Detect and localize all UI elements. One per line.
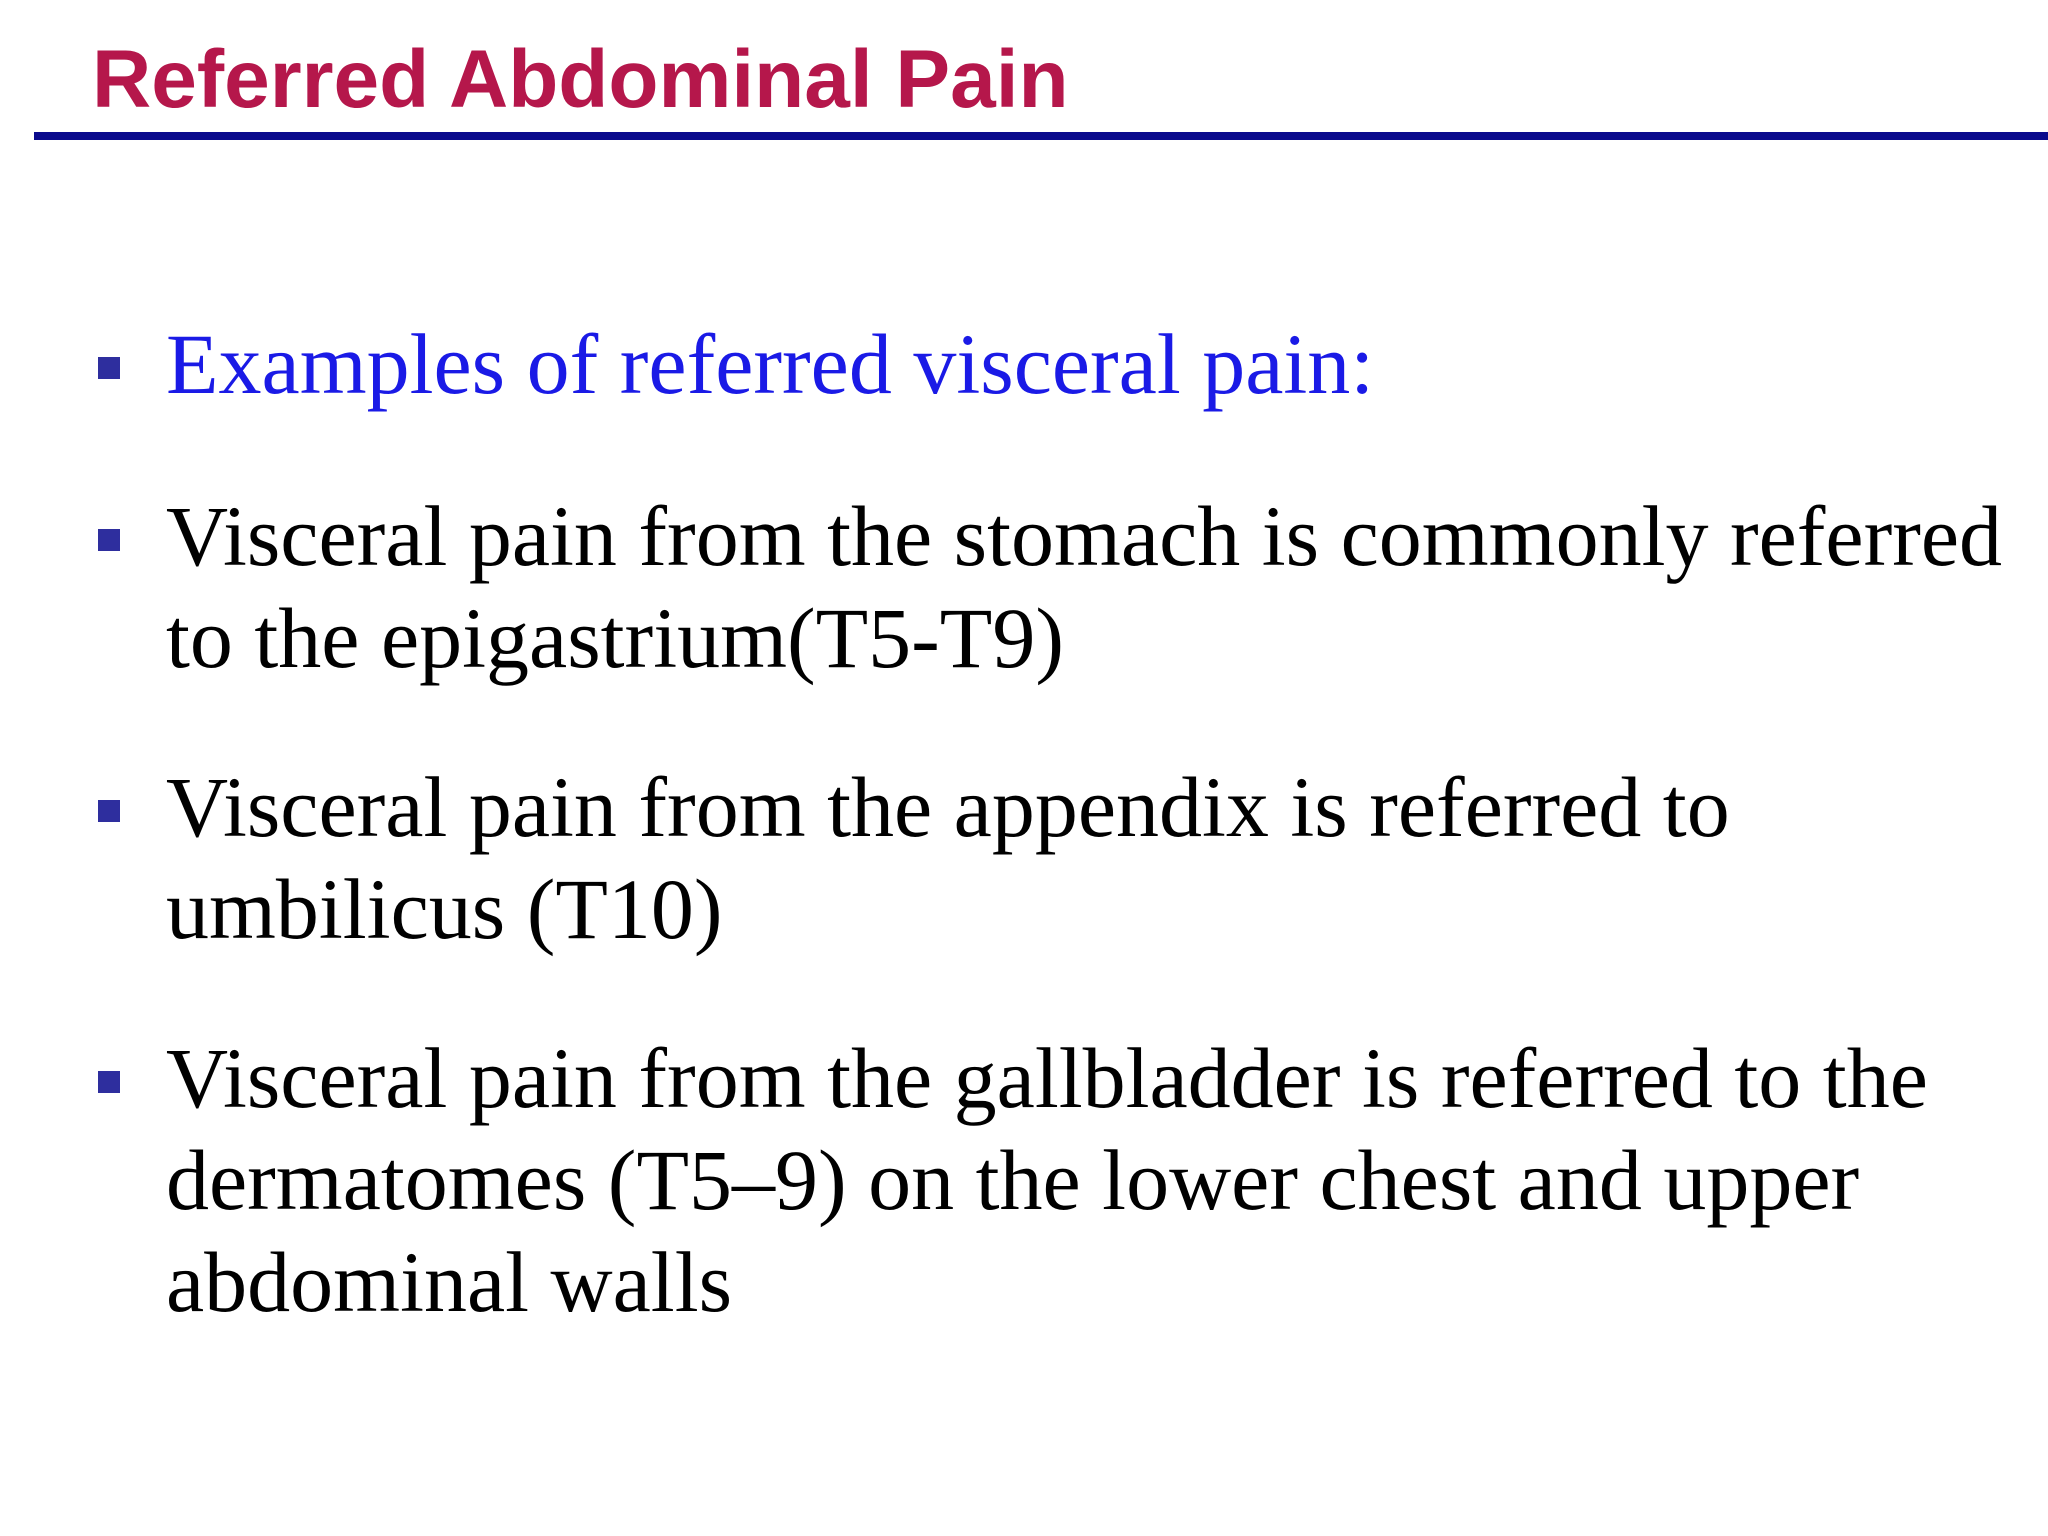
- bullet-text: Visceral pain from the stomach is commonly referred to the epigastrium(T5-T9): [166, 488, 2003, 686]
- square-bullet-icon: [98, 529, 120, 551]
- square-bullet-icon: [98, 357, 120, 379]
- bullet-item-gallbladder: [166, 1027, 2006, 1333]
- square-bullet-icon: [98, 800, 120, 822]
- bullet-item-heading: [166, 313, 2006, 415]
- bullet-text: Visceral pain from the gallbladder is referred to the dermatomes (T5–9) on the lower chest and upper abdominal walls: [166, 1030, 1928, 1330]
- slide-title: Referred Abdominal Pain: [92, 34, 1069, 125]
- title-underline-rule: [34, 132, 2048, 140]
- bullet-item-appendix: [166, 756, 2006, 960]
- bullet-item-stomach: [166, 485, 2006, 689]
- bullet-text: Visceral pain from the appendix is referred to umbilicus (T10): [166, 759, 1730, 957]
- bullet-text: Examples of referred visceral pain:: [166, 316, 1375, 412]
- square-bullet-icon: [98, 1071, 120, 1093]
